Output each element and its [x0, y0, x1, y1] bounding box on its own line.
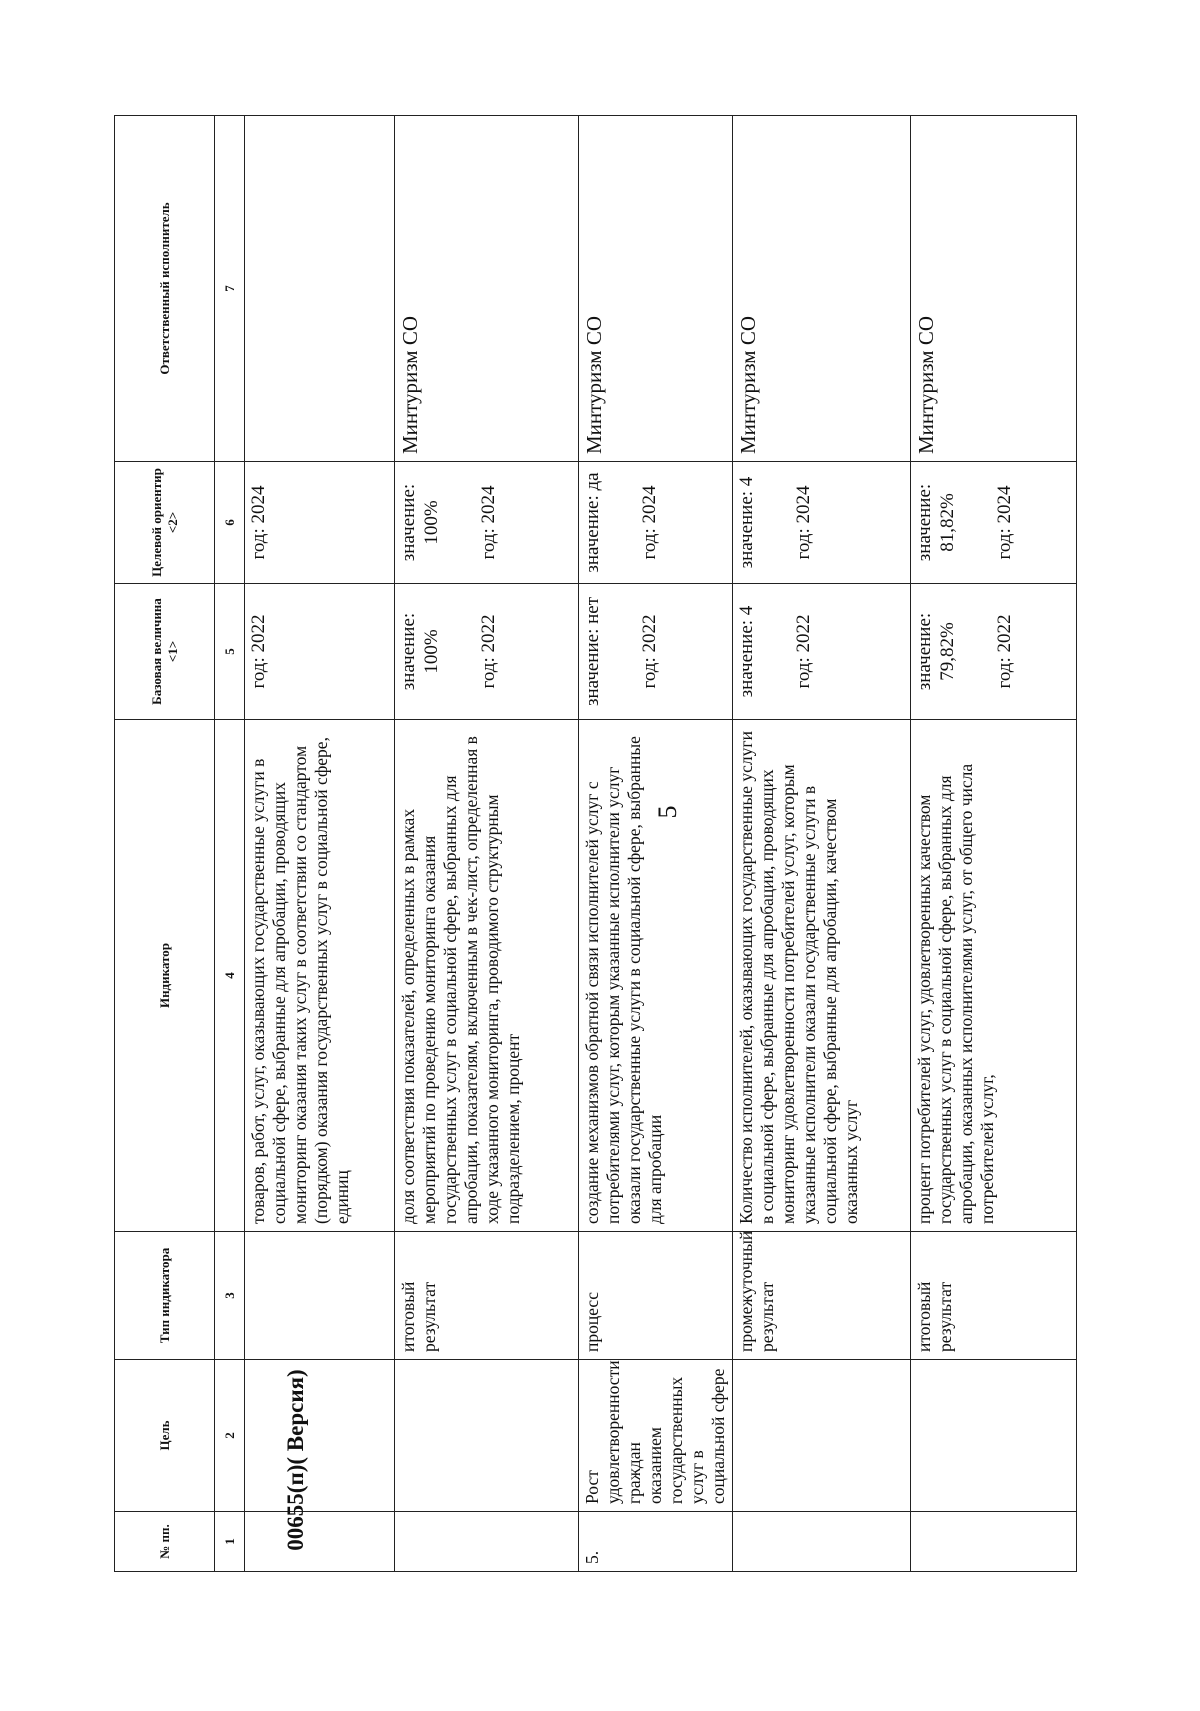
row-base: [733, 584, 911, 720]
base-value: значение: 100%: [398, 612, 442, 691]
row-goal: [911, 1360, 1077, 1512]
column-number: 2: [215, 1360, 245, 1512]
base-year: год: 2022: [792, 614, 814, 689]
row-type: итоговый результат: [911, 1232, 1077, 1360]
header-num: № пп.: [115, 1512, 215, 1572]
row-indicator: товаров, работ, услуг, оказывающих государственные услуги в социальной сфере, выбранные для апробации, проводящих мониторинг оказания таких услуг в соответствии со стандартом (порядком) оказания государственных услуг в социальной сфере, единиц: [245, 720, 395, 1232]
row-indicator: доля соответствия показателей, определенных в рамках мероприятий по проведению мониторинга оказания государственных услуг в социальной сфере, выбранных для апробации, показателям, включенным в чек-лист, определенная в ходе указанного мониторинга, проводимого структурным подразделением, процент: [395, 720, 579, 1232]
table-row: [733, 116, 911, 1572]
row-num: 5.: [579, 1512, 733, 1572]
base-value: значение: 79,82%: [914, 612, 958, 691]
row-type: промежуточный результат: [733, 1232, 911, 1360]
row-num: [733, 1512, 911, 1572]
column-number: 7: [215, 116, 245, 462]
column-number: 3: [215, 1232, 245, 1360]
table-row: [395, 116, 579, 1572]
header-target: Целевой ориентир <2>: [115, 462, 215, 584]
row-goal: Рост удовлетворенности граждан оказанием государственных услуг в социальной сфере: [579, 1360, 733, 1512]
row-num: [395, 1512, 579, 1572]
base-year: год: 2022: [477, 614, 499, 689]
row-type: процесс: [579, 1232, 733, 1360]
base-year: год: 2022: [638, 614, 660, 689]
target-value: значение: 81,82%: [914, 483, 958, 562]
header-type: Тип индикатора: [115, 1232, 215, 1360]
table-row: [911, 116, 1077, 1572]
row-base: [245, 584, 395, 720]
row-num: [911, 1512, 1077, 1572]
target-year: год: 2024: [993, 485, 1015, 560]
target-year: год: 2024: [792, 485, 814, 560]
table-row: [579, 116, 733, 1572]
row-goal: [733, 1360, 911, 1512]
target-year: год: 2024: [477, 485, 499, 560]
row-base: [579, 584, 733, 720]
row-responsible: [245, 116, 395, 462]
row-responsible: Минтуризм СО: [579, 116, 733, 462]
header-base: Базовая величина <1>: [115, 584, 215, 720]
base-year: год: 2022: [993, 614, 1015, 689]
column-number: 4: [215, 720, 245, 1232]
header-row: [115, 116, 215, 1572]
column-number: 5: [215, 584, 245, 720]
row-indicator: процент потребителей услуг, удовлетворенных качеством государственных услуг в социальной сфере, выбранных для апробации, оказанных исполнителями услуг, от общего числа потребителей услуг,: [911, 720, 1077, 1232]
row-target: [245, 462, 395, 584]
row-goal: [245, 1360, 395, 1512]
document-version-code: 00655(п)( Версия): [283, 1369, 308, 1551]
row-goal: [395, 1360, 579, 1512]
base-value: значение: нет: [582, 596, 603, 707]
row-target: [911, 462, 1077, 584]
row-responsible: Минтуризм СО: [733, 116, 911, 462]
table-row: [245, 116, 395, 1572]
target-value: значение: да: [582, 472, 603, 573]
row-target: [733, 462, 911, 584]
header-indicator: Индикатор: [115, 720, 215, 1232]
row-responsible: Минтуризм СО: [911, 116, 1077, 462]
header-goal: Цель: [115, 1360, 215, 1512]
row-type: [245, 1232, 395, 1360]
target-value: значение: 100%: [398, 483, 442, 562]
row-responsible: Минтуризм СО: [395, 116, 579, 462]
base-value: значение: 4: [736, 605, 757, 698]
row-target: [395, 462, 579, 584]
row-base: [911, 584, 1077, 720]
row-num: [245, 1512, 395, 1572]
row-indicator: создание механизмов обратной связи исполнителей услуг с потребителями услуг, которым указанные исполнители услуг оказали государственные услуги в социальной сфере, выбранные для апробации: [579, 720, 733, 1232]
column-number-row: [215, 116, 245, 1572]
target-year: год: 2024: [248, 485, 269, 560]
column-number: 6: [215, 462, 245, 584]
base-year: год: 2022: [248, 614, 269, 689]
column-number: 1: [215, 1512, 245, 1572]
row-indicator: Количество исполнителей, оказывающих государственные услуги в социальной сфере, выбранные для апробации, проводящих мониторинг удовлетворенности потребителей услуг, которым указанные исполнители оказали государственные услуги в социальной сфере, выбранные для апробации, качеством оказанных услуг: [733, 720, 911, 1232]
row-target: [579, 462, 733, 584]
header-responsible: Ответственный исполнитель: [115, 116, 215, 462]
row-type: итоговый результат: [395, 1232, 579, 1360]
target-year: год: 2024: [638, 485, 660, 560]
page-number: 5: [653, 805, 682, 819]
indicators-table: [114, 115, 1077, 1572]
row-base: [395, 584, 579, 720]
target-value: значение: 4: [736, 476, 757, 569]
rotated-table-container: [114, 116, 1046, 1572]
